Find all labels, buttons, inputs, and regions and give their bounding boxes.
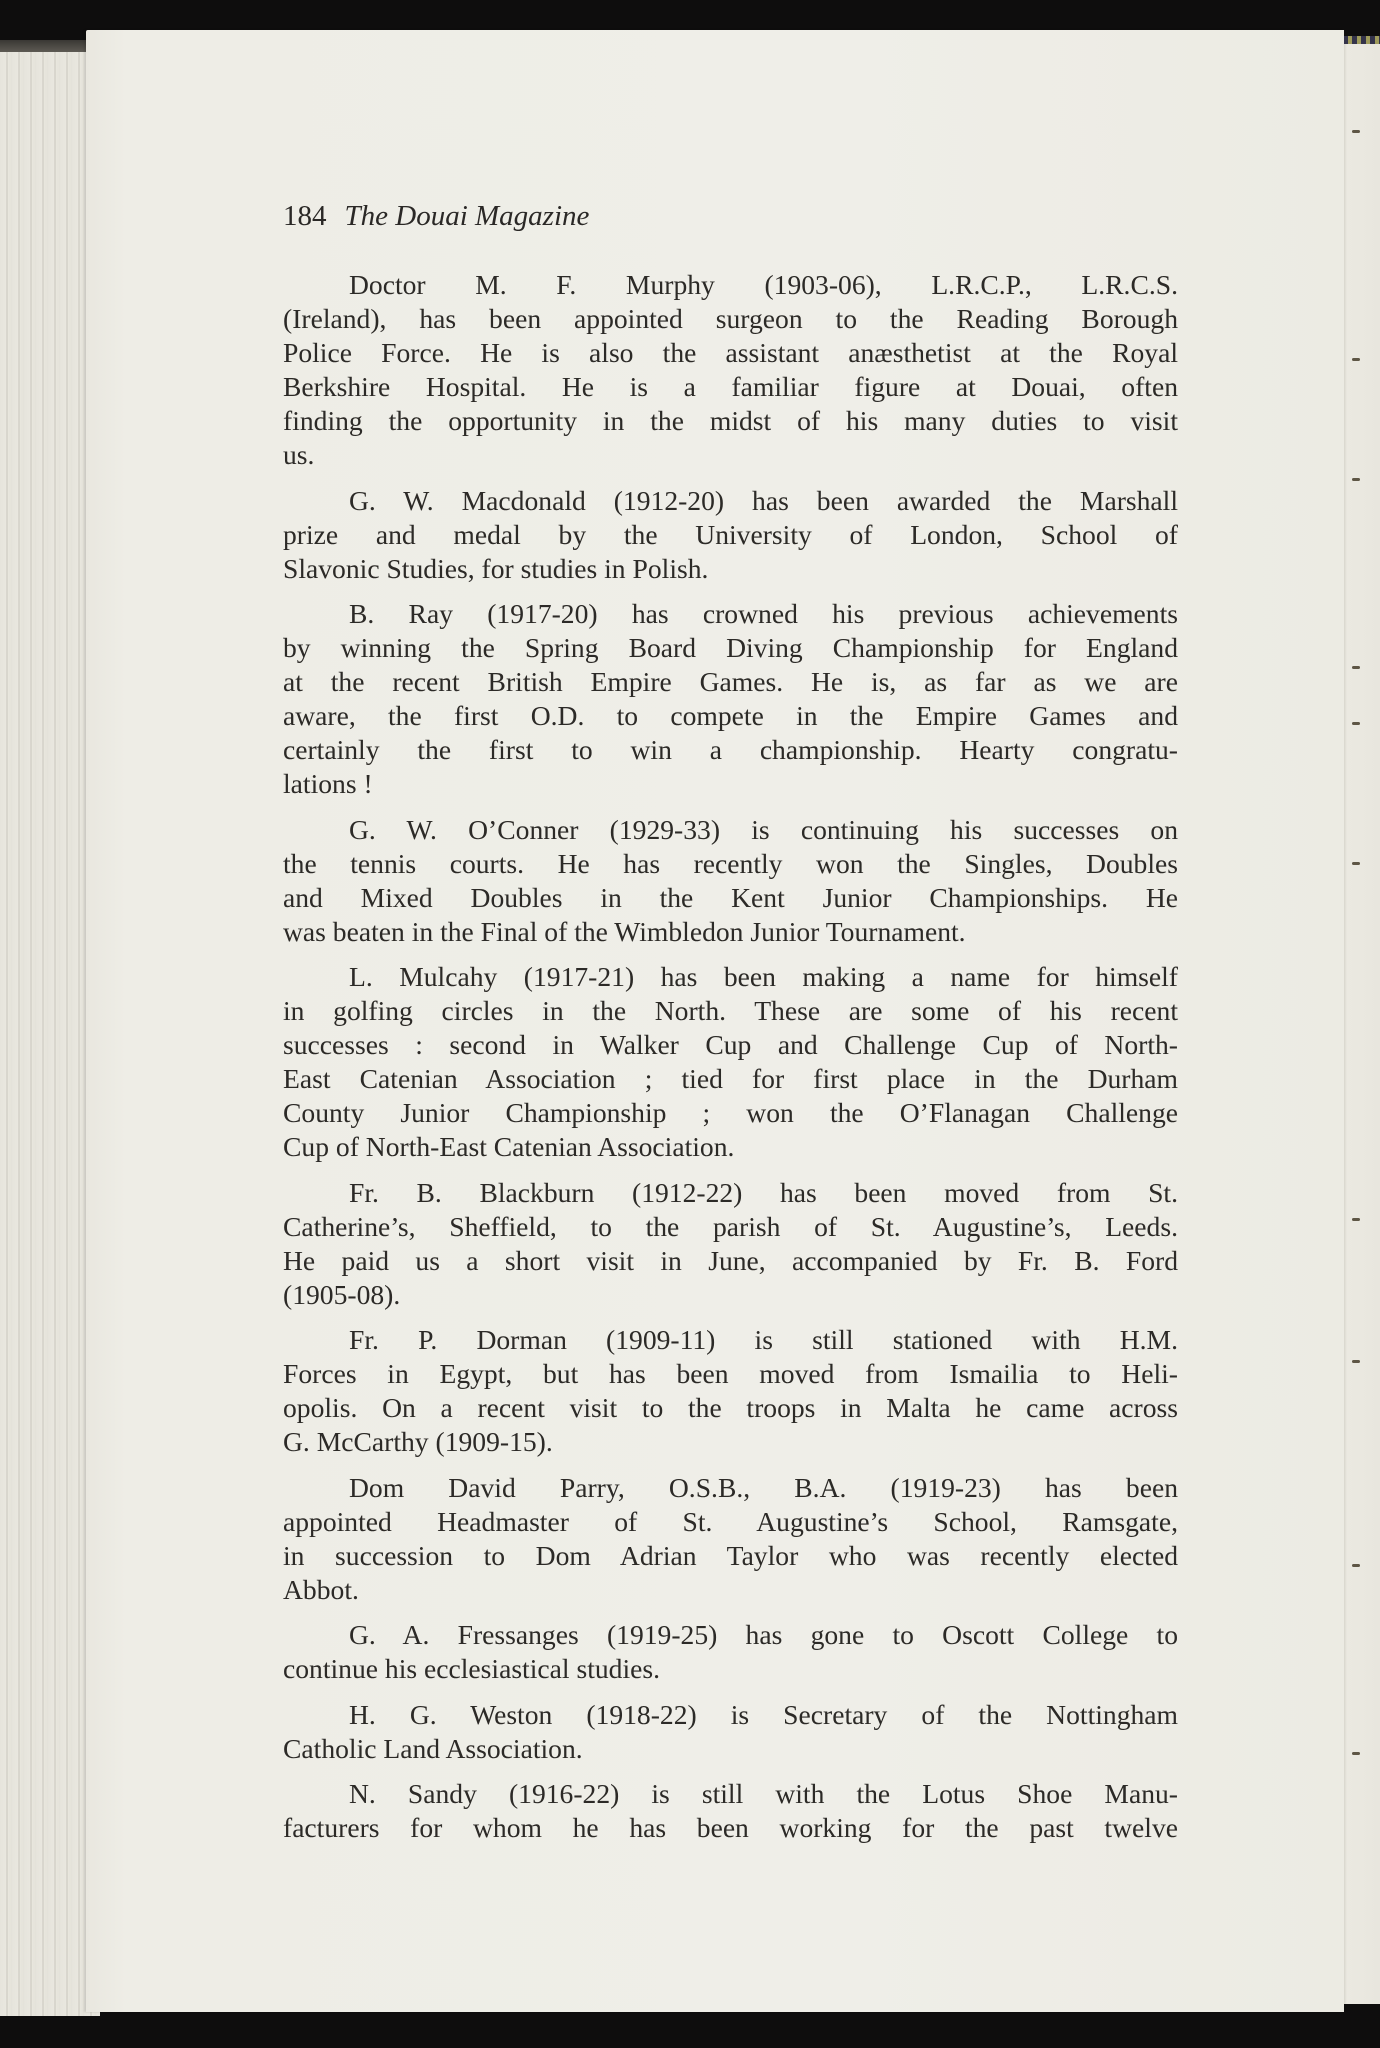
paragraph [283,1618,1178,1686]
page-number: 184 [283,200,327,232]
paragraph [283,484,1178,586]
thread-mark [1352,1564,1360,1567]
thread-mark [1352,722,1360,725]
paragraph [283,1777,1178,1845]
text-line: lations ! [283,768,373,799]
text-line: Forces in Egypt, but has been moved from Ismailia to Heli- [283,1358,1178,1389]
text-line: Dom David Parry, O.S.B., B.A. (1919-23) has been [349,1471,1178,1503]
text-line: N. Sandy (1916-22) is still with the Lotus Shoe Manu- [349,1778,1178,1809]
publication-title: The Douai Magazine [344,200,590,232]
text-line: the tennis courts. He has recently won the Singles, Doubles [283,847,1178,879]
thread-mark [1352,130,1360,133]
text-line: (Ireland), has been appointed surgeon to the Reading Borough [283,303,1178,334]
text-line: at the recent British Empire Games. He is, as far as we are [283,666,1178,697]
text-line: G. A. Fressanges (1919-25) has gone to Oscott College to [349,1619,1178,1650]
thread-mark [1352,666,1360,669]
text-line: continue his ecclesiastical studies. [283,1653,661,1684]
text-line: was beaten in the Final of the Wimbledon Junior Tournament. [283,915,966,947]
text-line: Police Force. He is also the assistant anæsthetist at the Royal [283,337,1178,368]
page-stack-left [0,52,100,2016]
text-line: successes : second in Walker Cup and Challenge Cup of North- [283,1029,1178,1060]
thread-mark [1352,358,1360,361]
body-text [283,268,1178,1857]
text-line: H. G. Weston (1918-22) is Secretary of the Nottingham [349,1698,1178,1730]
text-line: appointed Headmaster of St. Augustine’s School, Ramsgate, [283,1505,1178,1537]
text-line: Slavonic Studies, for studies in Polish. [283,552,709,584]
thread-mark [1352,862,1360,865]
text-line: Cup of North-East Catenian Association. [283,1131,735,1162]
text-line: G. W. O’Conner (1929-33) is continuing his successes on [349,813,1178,845]
paragraph [283,1176,1178,1312]
thread-mark [1352,478,1360,481]
thread-mark [1352,1360,1360,1363]
text-line: opolis. On a recent visit to the troops in Malta he came across [283,1392,1178,1423]
text-line: Catholic Land Association. [283,1732,583,1764]
text-line: G. McCarthy (1909-15). [283,1426,553,1457]
text-line: aware, the first O.D. to compete in the Empire Games and [283,700,1178,731]
paragraph [283,1323,1178,1459]
page-edge-right [1344,44,1380,2004]
text-line: in golfing circles in the North. These are some of his recent [283,995,1178,1026]
text-line: He paid us a short visit in June, accompanied by Fr. B. Ford [283,1244,1178,1276]
text-line: L. Mulcahy (1917-21) has been making a name for himself [349,961,1178,992]
paragraph [283,597,1178,801]
paragraph [283,960,1178,1164]
running-head [283,200,589,233]
text-line: County Junior Championship ; won the O’Flanagan Challenge [283,1097,1178,1128]
paragraph [283,1471,1178,1607]
paragraph [283,268,1178,472]
paragraph [283,1698,1178,1766]
text-line: in succession to Dom Adrian Taylor who was recently elected [283,1539,1178,1571]
thread-mark [1352,1752,1360,1755]
text-line: Abbot. [283,1573,359,1605]
text-line: finding the opportunity in the midst of his many duties to visit [283,405,1178,436]
text-line: B. Ray (1917-20) has crowned his previous achievements [349,598,1178,629]
text-line: G. W. Macdonald (1912-20) has been awarded the Marshall [349,484,1178,516]
text-line: certainly the first to win a championship. Hearty congratu- [283,734,1178,765]
text-line: Fr. P. Dorman (1909-11) is still stationed with H.M. [349,1324,1178,1355]
text-line: and Mixed Doubles in the Kent Junior Championships. He [283,881,1178,913]
paragraph [283,813,1178,949]
text-line: Doctor M. F. Murphy (1903-06), L.R.C.P., L.R.C.S. [349,269,1178,300]
text-line: by winning the Spring Board Diving Championship for England [283,632,1178,663]
text-line: us. [283,439,315,470]
thread-mark [1352,1218,1360,1221]
text-line: Catherine’s, Sheffield, to the parish of St. Augustine’s, Leeds. [283,1210,1178,1242]
text-line: Berkshire Hospital. He is a familiar figure at Douai, often [283,371,1178,402]
text-line: Fr. B. Blackburn (1912-22) has been moved from St. [349,1176,1178,1208]
text-line: facturers for whom he has been working for the past twelve [283,1812,1178,1843]
text-line: (1905-08). [283,1278,401,1310]
text-line: prize and medal by the University of London, School of [283,518,1178,550]
text-line: East Catenian Association ; tied for first place in the Durham [283,1063,1178,1094]
